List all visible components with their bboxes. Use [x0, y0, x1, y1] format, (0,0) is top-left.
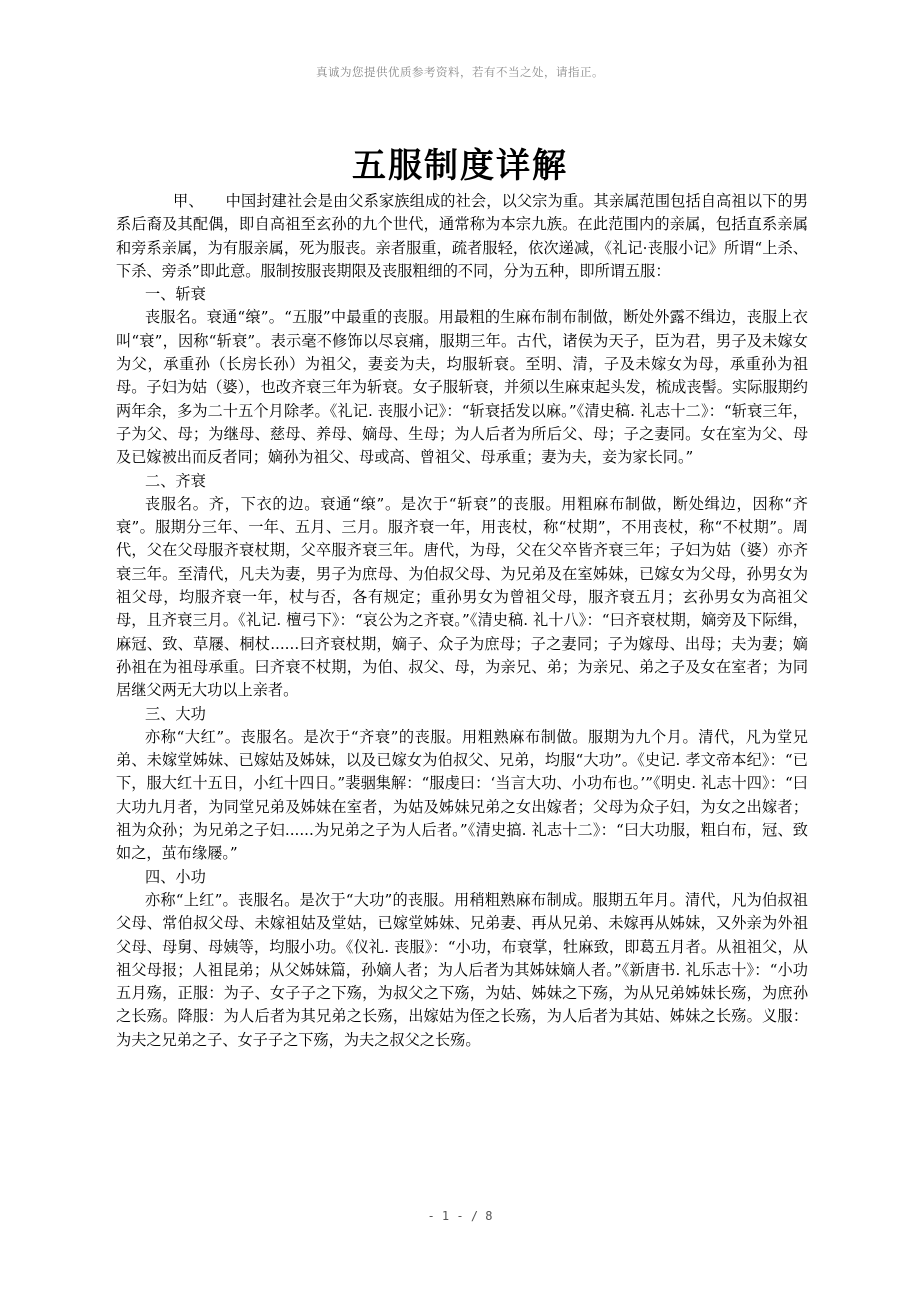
- intro-text: 中国封建社会是由父系家族组成的社会，以父宗为重。其亲属范围包括自高祖以下的男系后裔及其配偶，即自高祖至玄孙的九个世代，通常称为本宗九族。在此范围内的亲属，包括直系亲属和旁系亲属，为有服亲属，死为服丧。亲者服重，疏者服轻，依次递减，《礼记·丧服小记》所谓“上杀、下杀、旁杀”即此意。服制按服丧期限及丧服粗细的不同，分为五种，即所谓五服：: [116, 192, 809, 280]
- section-body-dagong: 亦称“大红”。丧服名。是次于“齐衰”的丧服。用粗熟麻布制做。服期为九个月。清代，凡为堂兄弟、未嫁堂姊妹、已嫁姑及姊妹，以及已嫁女为伯叔父、兄弟，均服“大功”。《史记. 孝文帝本纪》：“已下，服大红十五日，小红十四日。”裴骃集解：“服虔曰：‘当言大功、小功布也。’”《明史. 礼志十四》：“曰大功九月者，为同堂兄弟及姊妹在室者，为姑及姊妹兄弟之女出嫁者；父母为众子妇，为女之出嫁者；祖为众孙；为兄弟之子妇......为兄弟之子为人后者。”《清史搞. 礼志十二》：“曰大功服，粗白布，冠、致如之，茧布缘屦。”: [116, 727, 808, 863]
- section-body-zicui: 丧服名。齐，下衣的边。衰通“缞”。是次于“斩衰”的丧服。用粗麻布制做，断处缉边，因称“齐衰”。服期分三年、一年、五月、三月。服齐衰一年，用丧杖，称“杖期”，不用丧杖，称“不杖期”。周代，父在父母服齐衰杖期，父卒服齐衰三年。唐代，为母，父在父卒皆齐衰三年；子妇为姑（婆）亦齐衰三年。至清代，凡夫为妻，男子为庶母、为伯叔父母、为兄弟及在室姊妹，已嫁女为父母，孙男女为祖父母，均服齐衰一年，杖与否，各有规定；重孙男女为曾祖父母，服齐衰五月；玄孙男女为高祖父母，且齐衰三月。《礼记. 檀弓下》：“哀公为之齐衰。”《清史稿. 礼十八》：“曰齐衰杖期，嫡旁及下际缉，麻冠、致、草屦、桐杖......曰齐衰杖期，嫡子、众子为庶母；子之妻同；子为嫁母、出母；夫为妻；嫡孙祖在为祖母承重。曰齐衰不杖期，为伯、叔父、母，为亲兄、弟；为亲兄、弟之子及女在室者；为同居继父两无大功以上亲者。: [116, 494, 808, 700]
- section-body-xiaogong: 亦称“上红”。丧服名。是次于“大功”的丧服。用稍粗熟麻布制成。服期五年月。清代，凡为伯叔祖父母、常伯叔父母、未嫁祖姑及堂姑，已嫁堂姊妹、兄弟妻、再从兄弟、未嫁再从姊妹，又外亲为外祖父母、母舅、母姨等，均服小功。《仪礼. 丧服》：“小功，布衰掌，牡麻致，即葛五月者。从祖祖父，从祖父母报；人祖昆弟；从父姊妹篇，孙嫡人者；为人后者为其姊妹嫡人者。”《新唐书. 礼乐志十》：“小功五月殇，正服：为子、女子子之下殇，为叔父之下殇，为姑、姊妹之下殇，为从兄弟姊妹长殇，为庶孙之长殇。降服：为人后者为其兄弟之长殇，出嫁姑为侄之长殇，为人后者为其姑、姊妹之长殇。义服：为夫之兄弟之子、女子子之下殇，为夫之叔父之长殇。: [116, 890, 808, 1049]
- section-heading-zhancui: 一、斩衰: [145, 285, 206, 304]
- section-body-zhancui: 丧服名。衰通“缞”。“五服”中最重的丧服。用最粗的生麻布制布制做，断处外露不缉边，丧服上衣叫“衰”，因称“斩衰”。表示毫不修饰以尽哀痛，服期三年。古代，诸侯为天子，臣为君，男子及未嫁女为父，承重孙（长房长孙）为祖父，妻妾为夫，均服斩衰。至明、清，子及未嫁女为母，承重孙为祖母。子妇为姑（婆），也改齐衰三年为斩衰。女子服斩衰，并须以生麻束起头发，梳成丧髻。实际服期约两年余，多为二十五个月除孝。《礼记. 丧服小记》：“斩衰括发以麻。”《清史稿. 礼志十二》：“斩衰三年，子为父、母；为继母、慈母、养母、嫡母、生母；为人后者为所后父、母；子之妻同。女在室为父、母及已嫁被出而反者同；嫡孙为祖父、母或高、曾祖父、母承重；妻为夫，妾为家长同。”: [116, 308, 808, 467]
- page-header-note: 真诚为您提供优质参考资料，若有不当之处，请指正。: [316, 65, 604, 79]
- section-heading-dagong: 三、大功: [145, 704, 206, 723]
- section-heading-zicui: 二、齐衰: [145, 471, 206, 490]
- intro-label: 甲、: [173, 192, 204, 210]
- document-body: [116, 190, 808, 1052]
- document-title: 五服制度详解: [352, 146, 568, 186]
- section-heading-xiaogong: 四、小功: [145, 867, 206, 886]
- intro-paragraph: [116, 190, 808, 283]
- page-number: - 1 - / 8: [427, 1209, 493, 1223]
